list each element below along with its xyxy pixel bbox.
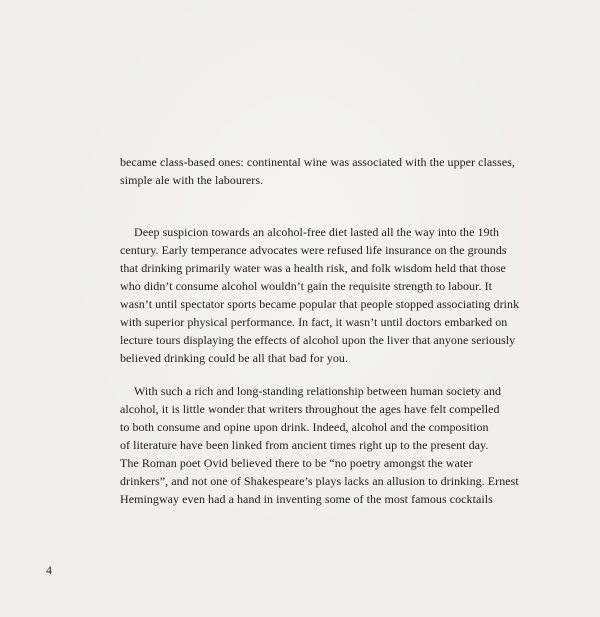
text-line: Hemingway even had a hand in inventing some of the most famous cocktails xyxy=(120,492,493,506)
text-line: drinkers”, and not one of Shakespeare’s plays lacks an allusion to drinking. Ernest xyxy=(120,474,519,488)
paragraph-continuation xyxy=(120,153,515,189)
text-line: of literature have been linked from ancient times right up to the present day. xyxy=(120,438,489,452)
text-line: With such a rich and long-standing relationship between human society and xyxy=(134,384,502,398)
text-line: alcohol, it is little wonder that writers throughout the ages have felt compelled xyxy=(120,402,500,416)
text-line: that drinking primarily water was a health risk, and folk wisdom held that those xyxy=(120,261,506,275)
text-line: simple ale with the labourers. xyxy=(120,173,264,187)
text-line: The Roman poet Ovid believed there to be “no poetry amongst the water xyxy=(120,456,473,470)
page-number: 4 xyxy=(46,563,52,577)
text-line: to both consume and opine upon drink. Indeed, alcohol and the composition xyxy=(120,420,489,434)
text-line: with superior physical performance. In fact, it wasn’t until doctors embarked on xyxy=(120,315,508,329)
paragraph-literature xyxy=(120,382,519,508)
text-line: wasn’t until spectator sports became popular that people stopped associating drink xyxy=(120,297,520,311)
text-line: century. Early temperance advocates were refused life insurance on the grounds xyxy=(120,243,507,257)
text-line: lecture tours displaying the effects of alcohol upon the liver that anyone seriously xyxy=(120,333,516,347)
text-line: Deep suspicion towards an alcohol-free diet lasted all the way into the 19th xyxy=(134,225,500,239)
text-line: who didn’t consume alcohol wouldn’t gain the requisite strength to labour. It xyxy=(120,279,493,293)
paragraph-temperance xyxy=(120,223,520,367)
text-line: believed drinking could be all that bad for you. xyxy=(120,351,349,365)
text-line: became class-based ones: continental wine was associated with the upper classes, xyxy=(120,155,515,169)
